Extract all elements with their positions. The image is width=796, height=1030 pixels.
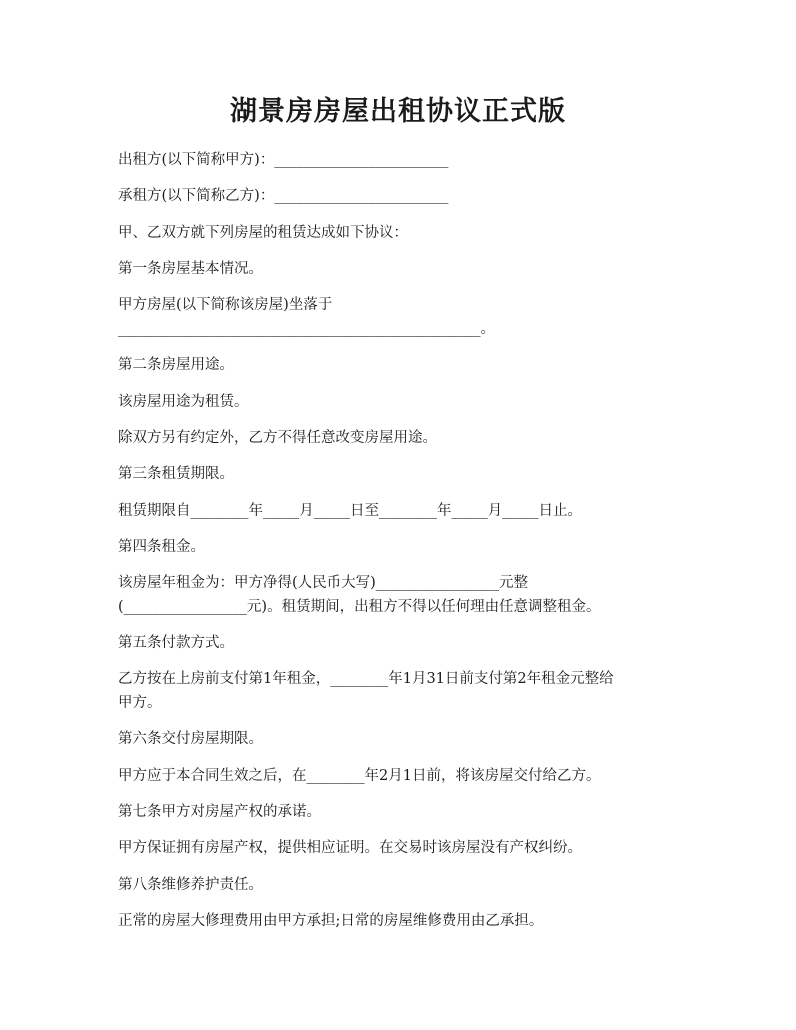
article-4-text-2: (_________________元)。租赁期间，出租方不得以任何理由任意调整租金。 xyxy=(118,599,601,615)
article-2-text-2: 除双方另有约定外，乙方不得任意改变房屋用途。 xyxy=(118,430,437,446)
article-8-heading: 第八条维修养护责任。 xyxy=(118,877,263,893)
article-3-heading: 第三条租赁期限。 xyxy=(118,466,234,482)
article-1-heading: 第一条房屋基本情况。 xyxy=(118,261,263,277)
article-7-text: 甲方保证拥有房屋产权，提供相应证明。在交易时该房屋没有产权纠纷。 xyxy=(118,840,582,856)
agreement-intro: 甲、乙双方就下列房屋的租赁达成如下协议： xyxy=(118,225,408,241)
lessor-line: 出租方(以下简称甲方)：________________________ xyxy=(118,152,449,168)
article-1-text: 甲方房屋(以下简称该房屋)坐落于 xyxy=(118,297,333,313)
article-2-heading: 第二条房屋用途。 xyxy=(118,357,234,373)
article-3-text: 租赁期限自________年_____月_____日至________年_____月_____日止。 xyxy=(118,503,582,519)
document-title: 湖景房房屋出租协议正式版 xyxy=(230,96,566,127)
article-5-text-1: 乙方按在上房前支付第1年租金，________年1月31日前支付第2年租金元整给 xyxy=(118,671,614,687)
article-5-heading: 第五条付款方式。 xyxy=(118,635,234,651)
article-8-text: 正常的房屋大修理费用由甲方承担;日常的房屋维修费用由乙承担。 xyxy=(118,913,544,929)
article-7-heading: 第七条甲方对房屋产权的承诺。 xyxy=(118,804,321,820)
article-6-text: 甲方应于本合同生效之后，在________年2月1日前，将该房屋交付给乙方。 xyxy=(118,768,601,784)
article-1-address-blank: __________________________________________________。 xyxy=(118,321,495,337)
article-4-heading: 第四条租金。 xyxy=(118,539,205,555)
article-6-heading: 第六条交付房屋期限。 xyxy=(118,731,263,747)
lessee-line: 承租方(以下简称乙方)：________________________ xyxy=(118,188,449,204)
article-4-text-1: 该房屋年租金为：甲方净得(人民币大写)_________________元整 xyxy=(118,575,529,591)
article-5-text-2: 甲方。 xyxy=(118,695,162,711)
article-2-text-1: 该房屋用途为租赁。 xyxy=(118,394,249,410)
